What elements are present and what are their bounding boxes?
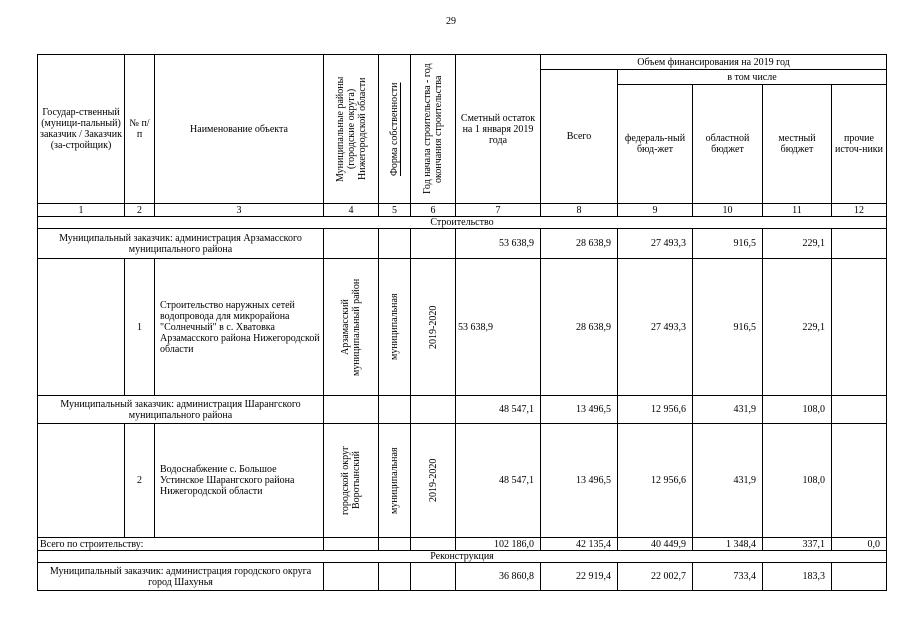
local-cell: 229,1 bbox=[763, 259, 832, 396]
colnum-1: 1 bbox=[38, 204, 125, 217]
customer-cell: Муниципальный заказчик: администрация городского округа город Шахунья bbox=[38, 563, 324, 591]
local-cell: 229,1 bbox=[763, 229, 832, 259]
colnum-6: 6 bbox=[411, 204, 456, 217]
colnum-8: 8 bbox=[541, 204, 618, 217]
column-numbers-row bbox=[38, 204, 887, 217]
local-cell: 108,0 bbox=[763, 424, 832, 538]
object-ownership: муниципальная bbox=[389, 447, 400, 514]
header-years: Год начала строительства - год окончания строительства bbox=[422, 63, 444, 195]
section-row bbox=[38, 551, 887, 563]
federal-cell: 12 956,6 bbox=[618, 396, 693, 424]
section-title-construction: Строительство bbox=[38, 217, 887, 229]
header-other: прочие источ-ники bbox=[832, 85, 887, 204]
federal-cell: 22 002,7 bbox=[618, 563, 693, 591]
total-cell: 13 496,5 bbox=[541, 396, 618, 424]
table-row bbox=[38, 229, 887, 259]
page-number: 29 bbox=[446, 16, 456, 27]
total-cell: 28 638,9 bbox=[541, 259, 618, 396]
object-ownership: муниципальная bbox=[389, 293, 400, 361]
total-cell: 22 919,4 bbox=[541, 563, 618, 591]
section-title-reconstruction: Реконструкция bbox=[38, 551, 887, 563]
estimate-cell: 48 547,1 bbox=[456, 424, 541, 538]
estimate-cell: 48 547,1 bbox=[456, 396, 541, 424]
colnum-9: 9 bbox=[618, 204, 693, 217]
estimate-cell: 53 638,9 bbox=[456, 229, 541, 259]
header-funding-title: Объем финансирования на 2019 год bbox=[541, 55, 887, 70]
header-total: Всего bbox=[541, 70, 618, 204]
total-cell: 42 135,4 bbox=[541, 538, 618, 551]
colnum-7: 7 bbox=[456, 204, 541, 217]
object-name: Водоснабжение с. Большое Устинское Шарангского района Нижегородской области bbox=[155, 424, 324, 538]
federal-cell: 27 493,3 bbox=[618, 229, 693, 259]
customer-cell: Муниципальный заказчик: администрация Арзамасского муниципального района bbox=[38, 229, 324, 259]
regional-cell: 916,5 bbox=[693, 229, 763, 259]
object-num: 1 bbox=[125, 259, 155, 396]
estimate-cell: 36 860,8 bbox=[456, 563, 541, 591]
colnum-3: 3 bbox=[155, 204, 324, 217]
regional-cell: 916,5 bbox=[693, 259, 763, 396]
total-cell: 28 638,9 bbox=[541, 229, 618, 259]
regional-cell: 431,9 bbox=[693, 424, 763, 538]
header-customer: Государ-ственный (муници-пальный) заказчик / Заказчик (за-стройщик) bbox=[38, 55, 125, 204]
section-row bbox=[38, 217, 887, 229]
object-years: 2019-2020 bbox=[427, 458, 439, 503]
header-districts: Муниципальные районы (городские округа) Нижегородской области bbox=[334, 76, 368, 182]
header-federal: федераль-ный бюд-жет bbox=[618, 85, 693, 204]
table-row bbox=[38, 259, 887, 396]
header-object-name: Наименование объекта bbox=[155, 55, 324, 204]
colnum-2: 2 bbox=[125, 204, 155, 217]
colnum-5: 5 bbox=[379, 204, 411, 217]
header-num: № п/п bbox=[125, 55, 155, 204]
total-label: Всего по строительству: bbox=[38, 538, 324, 551]
customer-cell: Муниципальный заказчик: администрация Шарангского муниципального района bbox=[38, 396, 324, 424]
regional-cell: 431,9 bbox=[693, 396, 763, 424]
table-row bbox=[38, 563, 887, 591]
total-cell: 13 496,5 bbox=[541, 424, 618, 538]
federal-cell: 27 493,3 bbox=[618, 259, 693, 396]
object-district: Арзамасский муниципальный район bbox=[340, 278, 362, 376]
colnum-10: 10 bbox=[693, 204, 763, 217]
colnum-12: 12 bbox=[832, 204, 887, 217]
funding-table bbox=[37, 54, 887, 591]
table-row bbox=[38, 396, 887, 424]
object-district: городской округ Воротынский bbox=[340, 445, 362, 516]
header-local: местный бюджет bbox=[763, 85, 832, 204]
local-cell: 183,3 bbox=[763, 563, 832, 591]
table-row bbox=[38, 424, 887, 538]
colnum-4: 4 bbox=[324, 204, 379, 217]
object-num: 2 bbox=[125, 424, 155, 538]
federal-cell: 40 449,9 bbox=[618, 538, 693, 551]
header-ownership: Форма собственности bbox=[389, 82, 400, 176]
other-cell: 0,0 bbox=[832, 538, 887, 551]
header-estimate: Сметный остаток на 1 января 2019 года bbox=[456, 55, 541, 204]
header-regional: областной бюджет bbox=[693, 85, 763, 204]
estimate-cell: 53 638,9 bbox=[456, 259, 541, 396]
header-row-1 bbox=[38, 55, 887, 70]
local-cell: 108,0 bbox=[763, 396, 832, 424]
estimate-cell: 102 186,0 bbox=[456, 538, 541, 551]
header-including: в том числе bbox=[618, 70, 887, 85]
federal-cell: 12 956,6 bbox=[618, 424, 693, 538]
total-row bbox=[38, 538, 887, 551]
regional-cell: 1 348,4 bbox=[693, 538, 763, 551]
regional-cell: 733,4 bbox=[693, 563, 763, 591]
object-years: 2019-2020 bbox=[427, 305, 439, 349]
local-cell: 337,1 bbox=[763, 538, 832, 551]
object-name: Строительство наружных сетей водопровода для микрорайона "Солнечный" в с. Хватовка Арзамасского района Нижегородской области bbox=[155, 259, 324, 396]
colnum-11: 11 bbox=[763, 204, 832, 217]
